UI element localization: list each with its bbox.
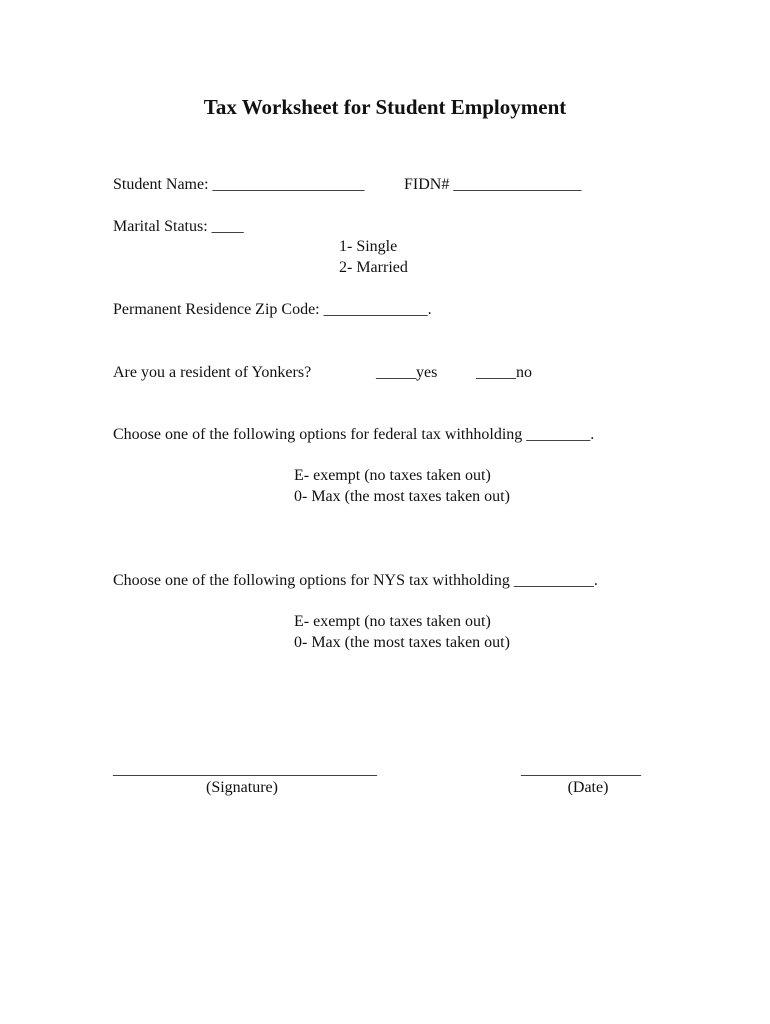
signature-label: (Signature) — [206, 779, 278, 796]
nys-option-exempt: E- exempt (no taxes taken out) — [294, 613, 491, 630]
yonkers-no-option: _____no — [476, 364, 532, 381]
yonkers-question: Are you a resident of Yonkers? — [113, 364, 312, 381]
student-name-field: Student Name: ___________________ — [113, 176, 365, 193]
signature-line: _________________________________ — [113, 761, 377, 778]
date-label: (Date) — [567, 779, 609, 796]
marital-status-field: Marital Status: ____ — [113, 218, 244, 235]
marital-option-single: 1- Single — [339, 238, 398, 255]
federal-option-exempt: E- exempt (no taxes taken out) — [294, 467, 491, 484]
fidn-field: FIDN# ________________ — [404, 176, 582, 193]
federal-withholding-question: Choose one of the following options for federal tax withholding ________. — [113, 426, 595, 443]
date-line: _______________ — [521, 761, 641, 778]
page-title: Tax Worksheet for Student Employment — [203, 95, 567, 119]
nys-option-max: 0- Max (the most taxes taken out) — [294, 634, 510, 651]
yonkers-yes-option: _____yes — [376, 364, 438, 381]
zip-code-field: Permanent Residence Zip Code: _____________. — [113, 301, 432, 318]
nys-withholding-question: Choose one of the following options for NYS tax withholding __________. — [113, 572, 598, 589]
federal-option-max: 0- Max (the most taxes taken out) — [294, 488, 510, 505]
marital-option-married: 2- Married — [339, 259, 408, 276]
